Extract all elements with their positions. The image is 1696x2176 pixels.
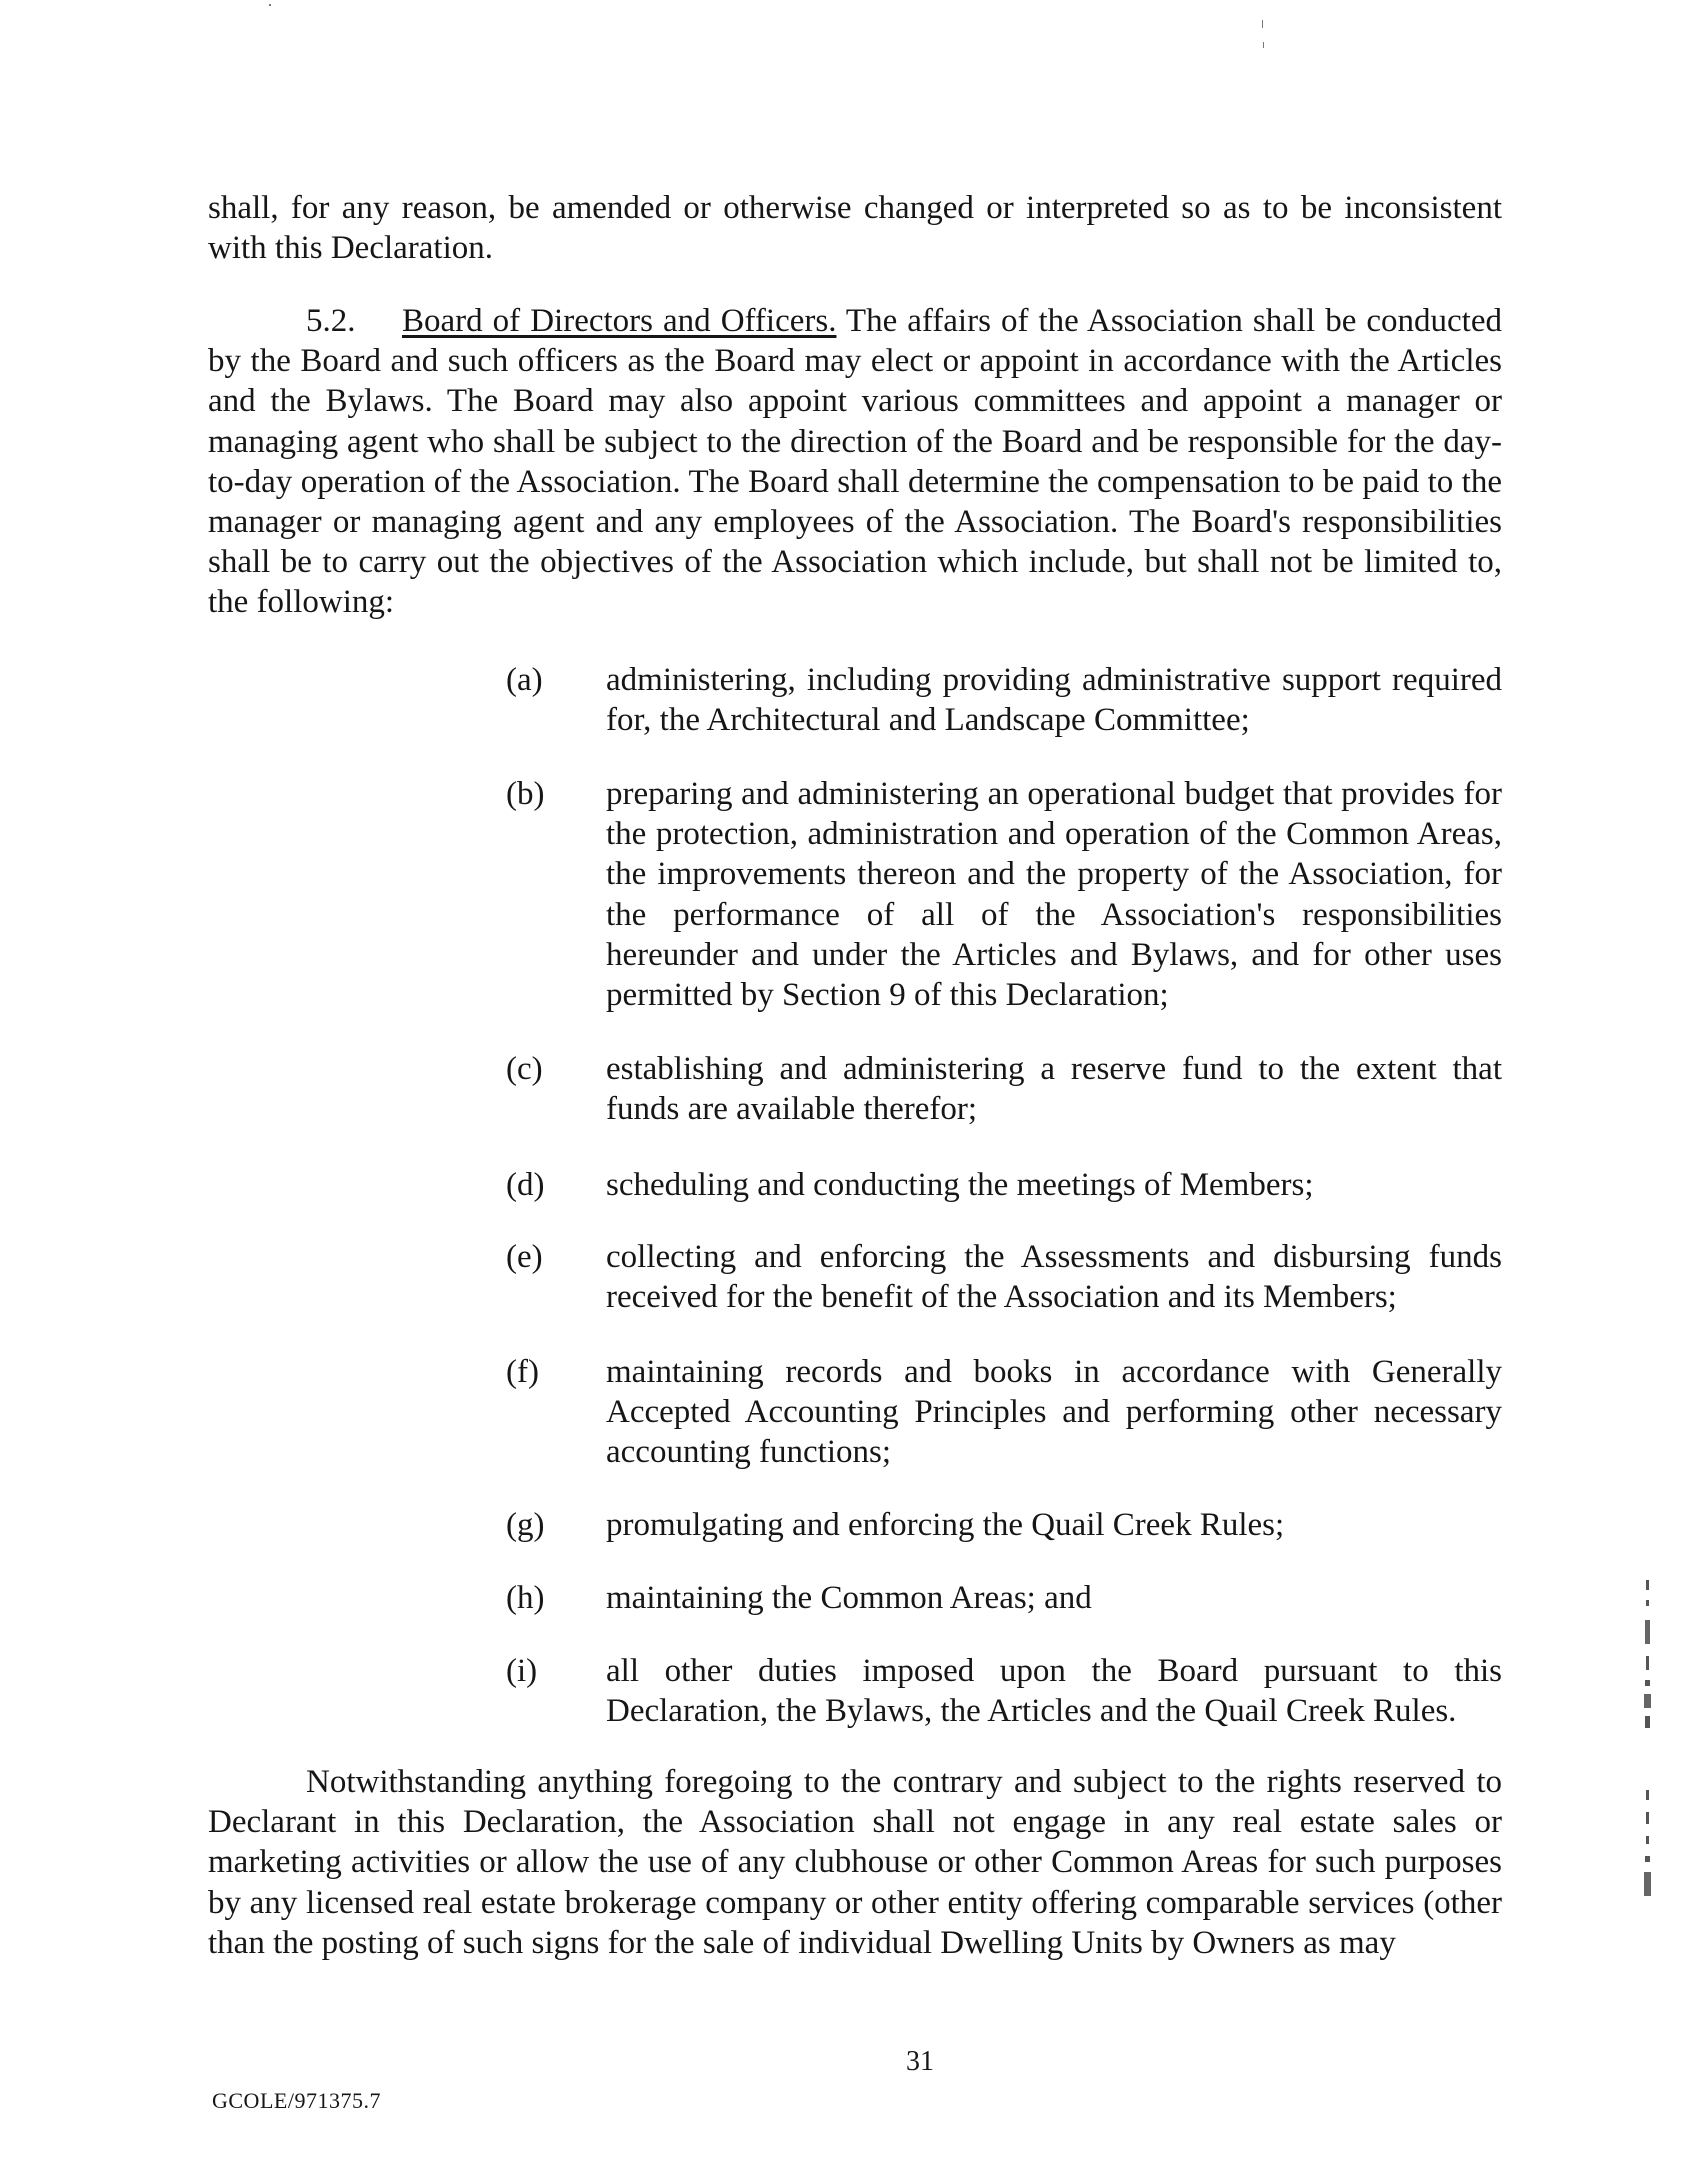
list-item-g (506, 1505, 1502, 1545)
closing-paragraph: Notwithstanding anything foregoing to the contrary and subject to the rights reserved to Declarant in this Declaration, the Association shall not engage in any real estate sales or marketing activities or allow the use of any clubhouse or other Common Areas for such purposes by any licensed real estate brokerage company or other entity offering comparable services (other than the posting of such signs for the sale of individual Dwelling Units by Owners as may (208, 1764, 1502, 1961)
list-item-a (506, 660, 1502, 740)
section-body: The affairs of the Association shall be conducted by the Board and such officers as the Board may elect or appoint in accordance with the Articles and the Bylaws. The Board may also appoint various committees and appoint a manager or managing agent who shall be subject to the direction of the Board and be responsible for the day-to-day operation of the Association. The Board shall determine the compensation to be paid to the manager or managing agent and any employees of the Association. The Board's responsibilities shall be to carry out the objectives of the Association which include, but shall not be limited to, the following: (208, 303, 1502, 621)
list-label: (d) (506, 1167, 545, 1203)
margin-scan-mark (1640, 1580, 1656, 1730)
margin-scan-mark (1640, 1790, 1656, 1900)
list-text: preparing and administering an operational budget that provides for the protection, administration and operation of the Common Areas, the improvements thereon and the property of the Association, for the performance of all of the Association's responsibilities hereunder and under the Articles and Bylaws, and for other uses permitted by Section 9 of this Declaration; (606, 776, 1502, 1014)
list-text: maintaining records and books in accordance with Generally Accepted Accounting Principles and performing other necessary accounting functions; (606, 1354, 1502, 1471)
continuation-paragraph: shall, for any reason, be amended or otherwise changed or interpreted so as to be inconsistent with this Declaration. (208, 190, 1502, 267)
list-item-f (506, 1352, 1502, 1473)
scan-speck (1263, 42, 1264, 48)
list-label: (b) (506, 776, 545, 812)
page-number: 31 (906, 2046, 934, 2077)
list-text: maintaining the Common Areas; and (606, 1580, 1092, 1616)
list-text: administering, including providing administrative support required for, the Architectural and Landscape Committee; (606, 662, 1502, 739)
list-item-b (506, 774, 1502, 1015)
margin-mark-icon (1640, 1790, 1656, 1900)
section-heading: Board of Directors and Officers. (402, 303, 837, 339)
list-label: (a) (506, 662, 543, 698)
list-text: promulgating and enforcing the Quail Creek Rules; (606, 1507, 1285, 1543)
list-item-c (506, 1049, 1502, 1129)
list-label: (e) (506, 1239, 543, 1275)
section-5-2-paragraph (208, 301, 1502, 623)
list-text: scheduling and conducting the meetings of Members; (606, 1167, 1314, 1203)
list-label: (f) (506, 1354, 539, 1390)
list-item-e (506, 1237, 1502, 1317)
list-text: all other duties imposed upon the Board pursuant to this Declaration, the Bylaws, the Articles and the Quail Creek Rules. (606, 1653, 1502, 1730)
list-label: (c) (506, 1051, 543, 1087)
list-text: collecting and enforcing the Assessments and disbursing funds received for the benefit of the Association and its Members; (606, 1239, 1502, 1316)
list-label: (h) (506, 1580, 545, 1616)
margin-mark-icon (1640, 1580, 1656, 1730)
section-number: 5.2. (306, 303, 356, 339)
scan-speck (1262, 20, 1263, 28)
list-text: establishing and administering a reserve fund to the extent that funds are available therefor; (606, 1051, 1502, 1128)
list-label: (g) (506, 1507, 545, 1543)
scan-speck (269, 4, 271, 6)
list-item-i (506, 1651, 1502, 1731)
document-id: GCOLE/971375.7 (212, 2088, 381, 2113)
list-label: (i) (506, 1653, 538, 1689)
list-item-d (506, 1165, 1502, 1205)
list-item-h (506, 1578, 1502, 1618)
